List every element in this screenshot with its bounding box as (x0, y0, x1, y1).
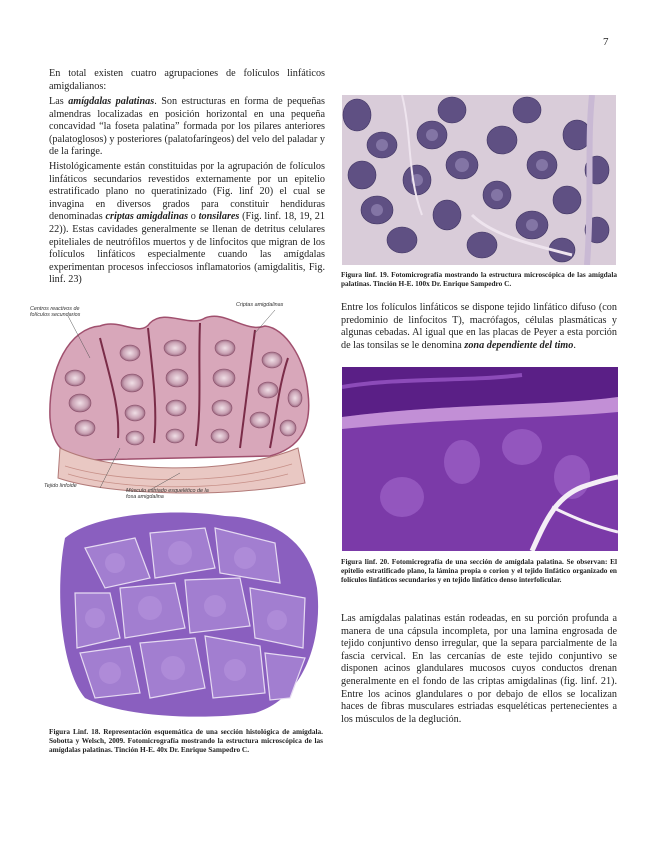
capsula-paragraph: Las amígdalas palatinas están rodeadas, en su porción profunda a manera de una cápsula incompleta, por una lamina engrosada de tejido conjuntivo denso irregular, que la separa parcialmente de la fascia cervical. En las cercanías de este tejido conjuntivo se disponen acinos glandulares mucosos cuyos conductos drenan generalmente en el fondo de las criptas amigdalinas (fig. linf. 21). Entre los acinos glandulares o por debajo de ellos se localizan haces de fibras musculares estriadas esqueléticas pertenecientes a los músculos de la deglución. (341, 613, 617, 725)
intro-paragraph: En total existen cuatro agrupaciones de folículos linfáticos amigdalianos: (49, 68, 325, 92)
caption-fig-19: Figura linf. 19. Fotomicrografía mostrando la estructura microscópica de las amígdala palatinas. Tinción H-E. 100x Dr. Enrique Sampedro C. (341, 270, 617, 288)
page-number: 7 (603, 36, 609, 48)
label-musculo: Músculo estriado esquelético de la fosa amigdalina (126, 488, 209, 500)
label-centros-reactivos: Centros reactivos de folículos secundarios (30, 306, 81, 318)
term-tonsilares: tonsilares (198, 211, 240, 223)
term-criptas: criptas amigdalinas (105, 211, 189, 223)
tonsil-micrograph-fig20 (342, 367, 618, 551)
label-tejido-linfoide: Tejido linfoide (44, 483, 77, 489)
histology-paragraph: Histológicamente están constituidas por la agrupación de folículos linfáticos secundarios revestidos externamente por un epitelio estratificado plano no queratinizado (Fig. linf 20) el cual se invagina en diversos grados para constituir hendiduras denominadas criptas amigdalinas o tonsilares (Fig. linf. 18, 19, 21 22)). Estas cavidades generalmente se llenan de detritus celulares epiteliales de neutrófilos muertos y de linfocitos que migran de los folículos linfáticos especialmente cuando las amígdalas experimentan procesos infecciosos inflamatorios (amigdalitis, Fig. linf. 23) (49, 161, 325, 286)
term-amigdalas-palatinas: amígdalas palatinas (68, 96, 155, 107)
label-criptas: Criptas amigdalinas (236, 302, 284, 308)
difuso-paragraph: Entre los folículos linfáticos se dispone tejido linfático difuso (con predominio de linfocitos T), macrófagos, células plasmáticas y algunas cebadas. Al igual que en las placas de Peyer a esta porción de las tonsilas se le denomina zona dependiente del timo. (341, 302, 617, 351)
palatinas-paragraph: Las amígdalas palatinas. Son estructuras en forma de pequeñas almendras localizadas en posición horizontal en una pequeña concavidad “la foseta palatina” formada por los pilares anteriores (palatoglosos) y posteriores (palatofaríngeos) del velo del paladar y de la faringe. (49, 96, 325, 158)
tonsil-micrograph-100x (342, 95, 616, 265)
term-zona-dependiente: zona dependiente del timo (464, 339, 574, 351)
caption-fig-20: Figura linf. 20. Fotomicrografía de una sección de amígdala palatina. Se observan: El epitelio estratificado plano, la lámina propia o corion y el tejido linfático organizado en folículos linfáticos secundarios y en tejido linfático denso interfolicular. (341, 557, 617, 584)
caption-fig-18: Figura Linf. 18. Representación esquemática de una sección histológica de amígdala. Sobotta y Welsch, 2009. Fotomicrografía mostrando la estructura microscópica de las amígdalas palatinas. Tinción H-E. 40x Dr. Enrique Sampedro C. (49, 727, 323, 754)
tonsil-micrograph-40x (55, 508, 323, 720)
tonsil-schematic-figure (30, 298, 325, 503)
